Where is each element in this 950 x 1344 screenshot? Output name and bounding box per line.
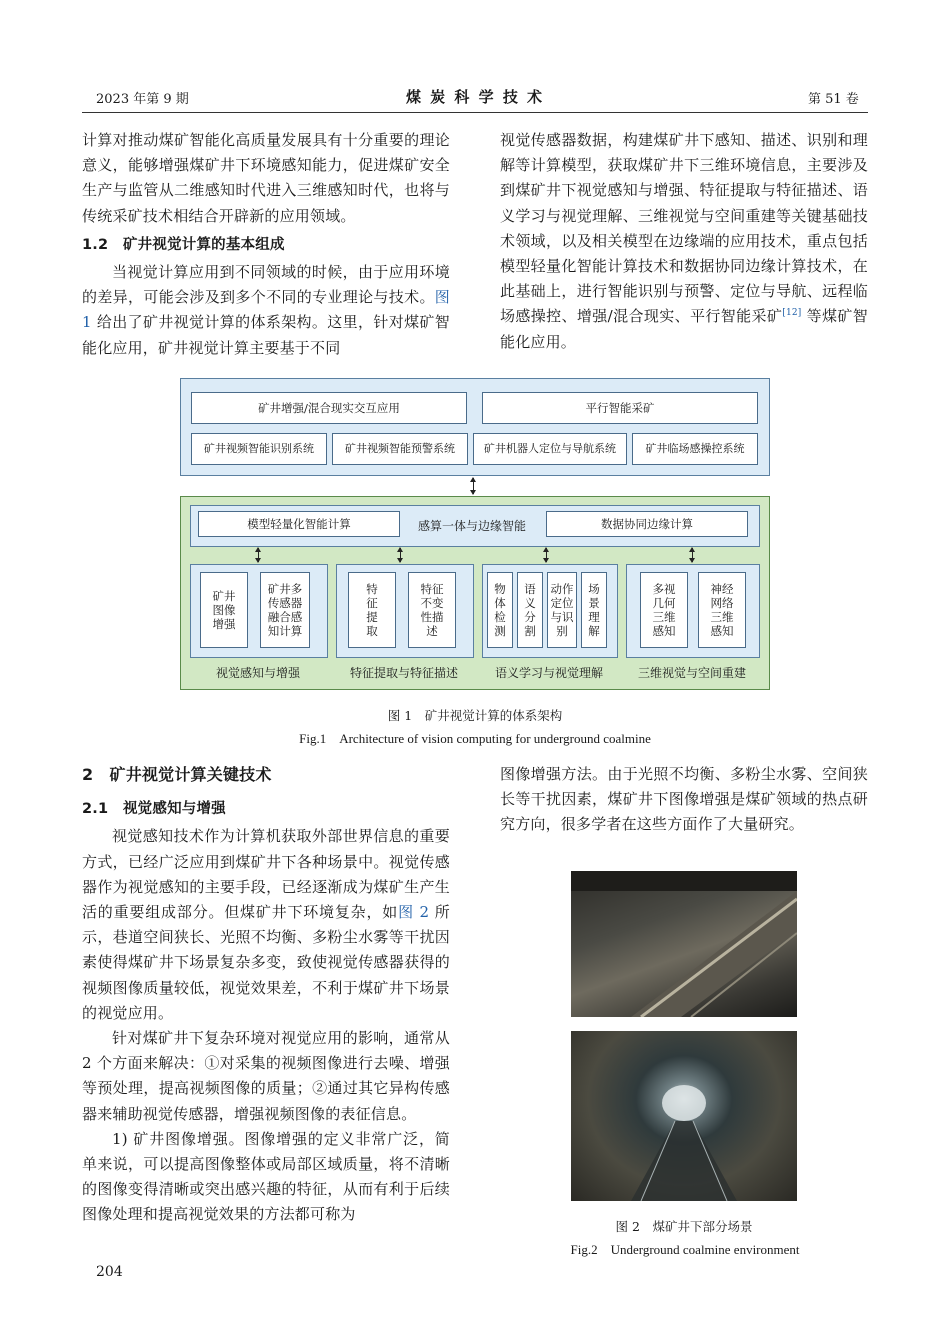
paragraph: 1) 矿井图像增强。图像增强的定义非常广泛，简单来说，可以提高图像整体或局部区域质量，将不清晰的图像变得清晰或突出感兴趣的特征，从而有利于后续图像处理和提高视觉效果的方法都可称为	[82, 1129, 450, 1224]
section2-left-column	[82, 762, 450, 1228]
figure-ref-link[interactable]: 图 1	[82, 288, 450, 332]
section-heading-1-2: 1.2 矿井视觉计算的基本组成	[82, 236, 285, 253]
tunnel-illustration	[571, 1031, 797, 1201]
coalmine-conveyor-photo	[571, 871, 797, 1017]
action-recognition-box: 动作 定位 与识 别	[547, 572, 577, 648]
scene-understanding-box: 场 景 理 解	[581, 572, 607, 648]
figure2-caption-cn: 图 2 煤矿井下部分场景	[615, 1219, 753, 1234]
robot-navigation-system-box: 矿井机器人定位与导航系统	[473, 433, 627, 465]
parallel-mining-box: 平行智能采矿	[482, 392, 758, 424]
section-heading-2: 2 矿井视觉计算关键技术	[82, 765, 272, 784]
invariant-description-box: 特征 不变 性描 述	[408, 572, 456, 648]
telepresence-system-box: 矿井临场感操控系统	[632, 433, 758, 465]
journal-title: 煤 炭 科 学 技 术	[405, 88, 545, 106]
top-right-column	[500, 128, 868, 355]
journal-volume: 第 51 卷	[808, 92, 859, 107]
video-recognition-system-box: 矿井视频智能识别系统	[191, 433, 327, 465]
architecture-diagram	[180, 378, 770, 690]
double-arrow-icon	[546, 548, 547, 562]
perception-caption: 视觉感知与增强	[215, 666, 300, 680]
text: 给出了矿井视觉计算的体系架构。这里，针对煤矿智能化应用，矿井视觉计算主要基于不同	[82, 313, 450, 357]
semantic-segmentation-box: 语 义 分 割	[517, 572, 543, 648]
top-left-column	[82, 128, 450, 361]
edge-intelligence-label: 感算一体与边缘智能	[417, 519, 526, 533]
figure2-caption-en: Fig.2 Underground coalmine environment	[570, 1242, 800, 1257]
double-arrow-icon	[473, 478, 474, 494]
conveyor-illustration	[571, 871, 797, 1017]
paragraph	[500, 128, 868, 355]
figure-ref-link[interactable]: 图 2	[398, 903, 430, 922]
lightweight-model-box: 模型轻量化智能计算	[198, 511, 400, 537]
paragraph: 计算对推动煤矿智能化高质量发展具有十分重要的理论意义，能够增强煤矿井下环境感知能力，促进煤矿安全生产与监管从二维感知时代进入三维感知时代，也将与传统采矿技术相结合开辟新的应用领域。	[82, 131, 450, 225]
multiview-geometry-box: 多视 几何 三维 感知	[640, 572, 688, 648]
double-arrow-icon	[258, 548, 259, 562]
paragraph	[82, 260, 450, 361]
semantic-caption: 语义学习与视觉理解	[494, 666, 603, 680]
section2-right-column	[500, 762, 868, 838]
text: 所示，巷道空间狭长、光照不均衡、多粉尘水雾等干扰因素使得煤矿井下场景复杂多变，致使视觉传感器获得的视频图像质量较低，视觉效果差，不利于煤矿井下场景的视觉应用。	[82, 903, 450, 1022]
ar-mr-application-box: 矿井增强/混合现实交互应用	[191, 392, 467, 424]
multisensor-fusion-box: 矿井多 传感器 融合感 知计算	[260, 572, 310, 648]
citation-ref-link[interactable]: [12]	[782, 308, 802, 319]
figure1-caption-cn: 图 1 矿井视觉计算的体系架构	[387, 708, 563, 723]
double-arrow-icon	[692, 548, 693, 562]
collaborative-edge-box: 数据协同边缘计算	[546, 511, 748, 537]
3d-vision-caption: 三维视觉与空间重建	[637, 666, 746, 680]
neural-3d-box: 神经 网络 三维 感知	[698, 572, 746, 648]
journal-issue: 2023 年第 9 期	[96, 92, 189, 107]
text: 当视觉计算应用到不同领域的时候，由于应用环境的差异，可能会涉及到多个不同的专业理论与技术。	[82, 263, 450, 307]
object-detection-box: 物 体 检 测	[487, 572, 513, 648]
page-number: 204	[96, 1264, 123, 1280]
paragraph	[82, 824, 450, 1026]
coalmine-tunnel-photo	[571, 1031, 797, 1201]
feature-extraction-box: 特 征 提 取	[348, 572, 396, 648]
text: 等煤矿智能化应用。	[500, 307, 868, 351]
video-warning-system-box: 矿井视频智能预警系统	[332, 433, 468, 465]
section-heading-2-1: 2.1 视觉感知与增强	[82, 801, 226, 818]
paragraph: 针对煤矿井下复杂环境对视觉应用的影响，通常从 2 个方面来解决：①对采集的视频图像进行去噪、增强等预处理，提高视频图像的质量；②通过其它异构传感器来辅助视觉传感器，增强视频图像的表征信息。	[82, 1029, 450, 1123]
paragraph: 图像增强方法。由于光照不均衡、多粉尘水雾、空间狭长等干扰因素，煤矿井下图像增强是煤矿领域的热点研究方向，很多学者在这些方面作了大量研究。	[500, 765, 868, 834]
header-rule	[82, 112, 868, 113]
image-enhancement-box: 矿井 图像 增强	[200, 572, 248, 648]
double-arrow-icon	[400, 548, 401, 562]
feature-caption: 特征提取与特征描述	[349, 666, 458, 680]
figure1-caption-en: Fig.1 Architecture of vision computing for underground coalmine	[299, 731, 651, 746]
text: 视觉传感器数据，构建煤矿井下感知、描述、识别和理解等计算模型，获取煤矿井下三维环境信息，主要涉及到煤矿井下视觉感知与增强、特征提取与特征描述、语义学习与视觉理解、三维视觉与空间重建等关键基础技术领域，以及相关模型在边缘端的应用技术，重点包括模型轻量化智能计算技术和数据协同边缘计算技术，在此基础上，进行智能识别与预警、定位与导航、远程临场感操控、增强/混合现实、平行智能采矿	[500, 131, 868, 326]
text: 视觉感知技术作为计算机获取外部世界信息的重要方式，已经广泛应用到煤矿井下各种场景中。视觉传感器作为视觉感知的主要手段，已经逐渐成为煤矿生产生活的重要组成部分。但煤矿井下环境复杂，如	[82, 827, 450, 922]
